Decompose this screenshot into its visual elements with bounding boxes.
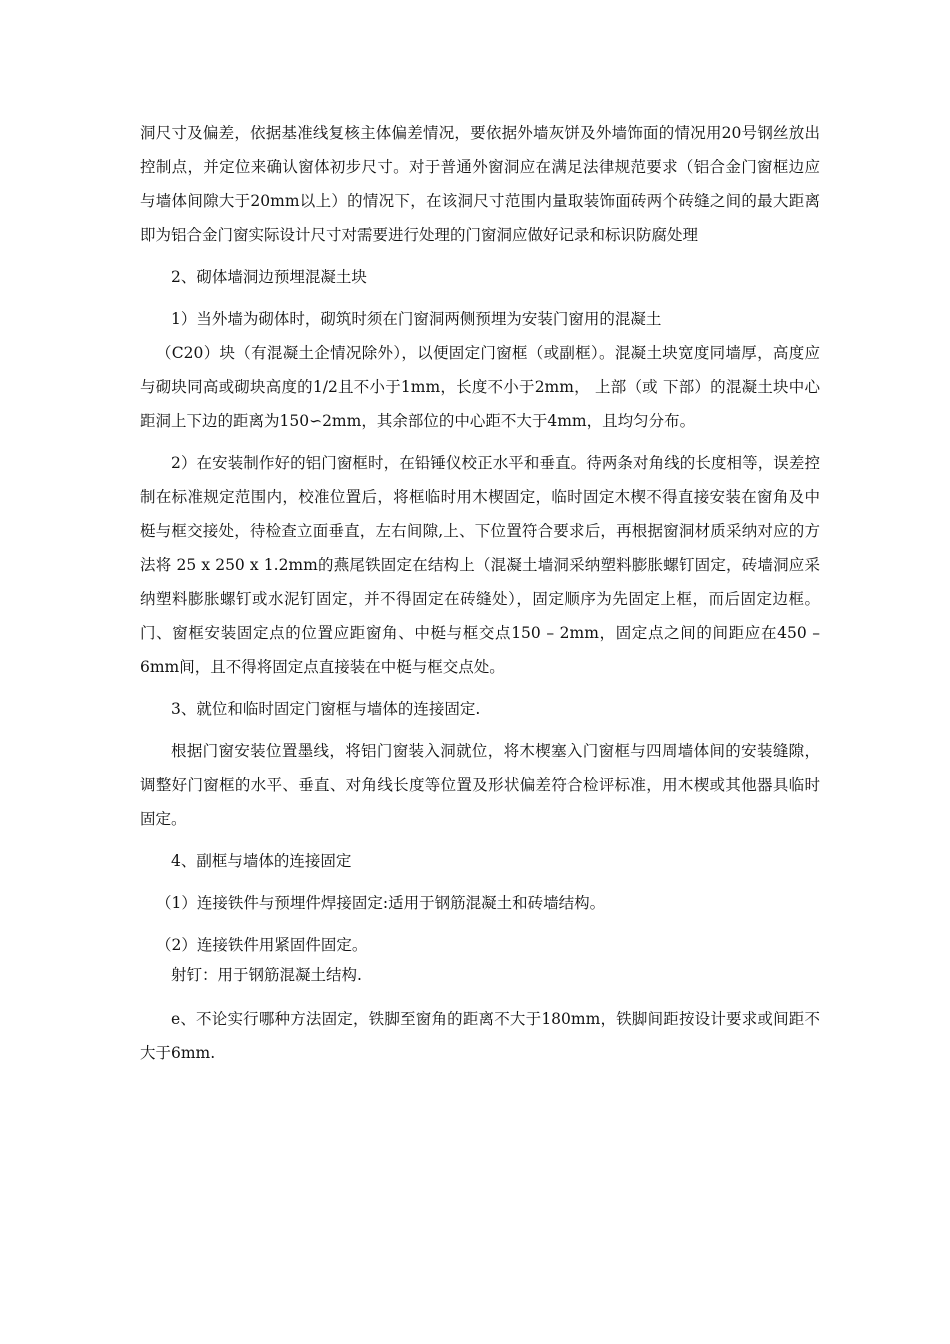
document-body xyxy=(140,116,820,1070)
paragraph-masonry-wall-intro: 1）当外墙为砌体时，砌筑时须在门窗洞两侧预埋为安装门窗用的混凝土 xyxy=(171,310,662,328)
heading-embedded-concrete-blocks: 2、砌体墙洞边预埋混凝土块 xyxy=(171,268,367,286)
paragraph-positioning-details: 根据门窗安装位置墨线，将铝门窗装入洞就位，将木楔塞入门窗框与四周墙体间的安装缝隙，调整好门窗框的水平、垂直、对角线长度等位置及形状偏差符合检评标准，用木楔或其他器具临时固定。 xyxy=(140,742,820,828)
heading-subframe-connection: 4、副框与墙体的连接固定 xyxy=(171,852,352,870)
paragraph-frame-installation: 2）在安装制作好的铝门窗框时，在铅锤仪校正水平和垂直。待两条对角线的长度相等，误差控制在标准规定范围内，校准位置后，将框临时用木楔固定，临时固定木楔不得直接安装在窗角及中梃与框交接处，待检查立面垂直，左右间隙,上、下位置符合要求后，再根据窗洞材质采纳对应的方法将 25 x 250 x 1.2mm的燕尾铁固定在结构上（混凝土墙洞采纳塑料膨胀螺钉固定，砖墙洞应采纳塑料膨胀螺钉或水泥钉固定，并不得固定在砖缝处），固定顺序为先固定上框，而后固定边框。门、窗框安装固定点的位置应距窗角、中梃与框交点150 – 2mm，固定点之间的间距应在450 – 6mm间，且不得将固定点直接装在中梃与框交点处。 xyxy=(140,454,820,676)
list-item-fasteners: （2）连接铁件用紧固件固定。 xyxy=(156,936,368,954)
paragraph-opening-dimensions: 洞尺寸及偏差，依据基准线复核主体偏差情况，要依据外墙灰饼及外墙饰面的情况用20号钢丝放出控制点，并定位来确认窗体初步尺寸。对于普通外窗洞应在满足法律规范要求（铝合金门窗框边应与墙体间隙大于20mm以上）的情况下，在该洞尺寸范围内量取装饰面砖两个砖缝之间的最大距离即为铝合金门窗实际设计尺寸对需要进行处理的门窗洞应做好记录和标识防腐处理 xyxy=(140,124,820,244)
paragraph-concrete-block-specs: （C20）块（有混凝土企情况除外），以便固定门窗框（或副框）。混凝土块宽度同墙厚，高度应与砌块同高或砌块高度的1/2且不小于1mm，长度不小于2mm， 上部（或 下部）的混凝土块中心距洞上下边的距离为150∽2mm，其余部位的中心距不大于4mm，且均匀分布。 xyxy=(140,344,820,430)
paragraph-nails: 射钉：用于钢筋混凝土结构. xyxy=(171,966,362,984)
heading-positioning-fixing: 3、就位和临时固定门窗框与墙体的连接固定. xyxy=(171,700,481,718)
list-item-welding: （1）连接铁件与预埋件焊接固定:适用于钢筋混凝土和砖墙结构。 xyxy=(156,894,606,912)
paragraph-anchor-spacing: e、不论实行哪种方法固定，铁脚至窗角的距离不大于180mm，铁脚间距按设计要求或间距不大于6mm. xyxy=(140,1010,820,1062)
